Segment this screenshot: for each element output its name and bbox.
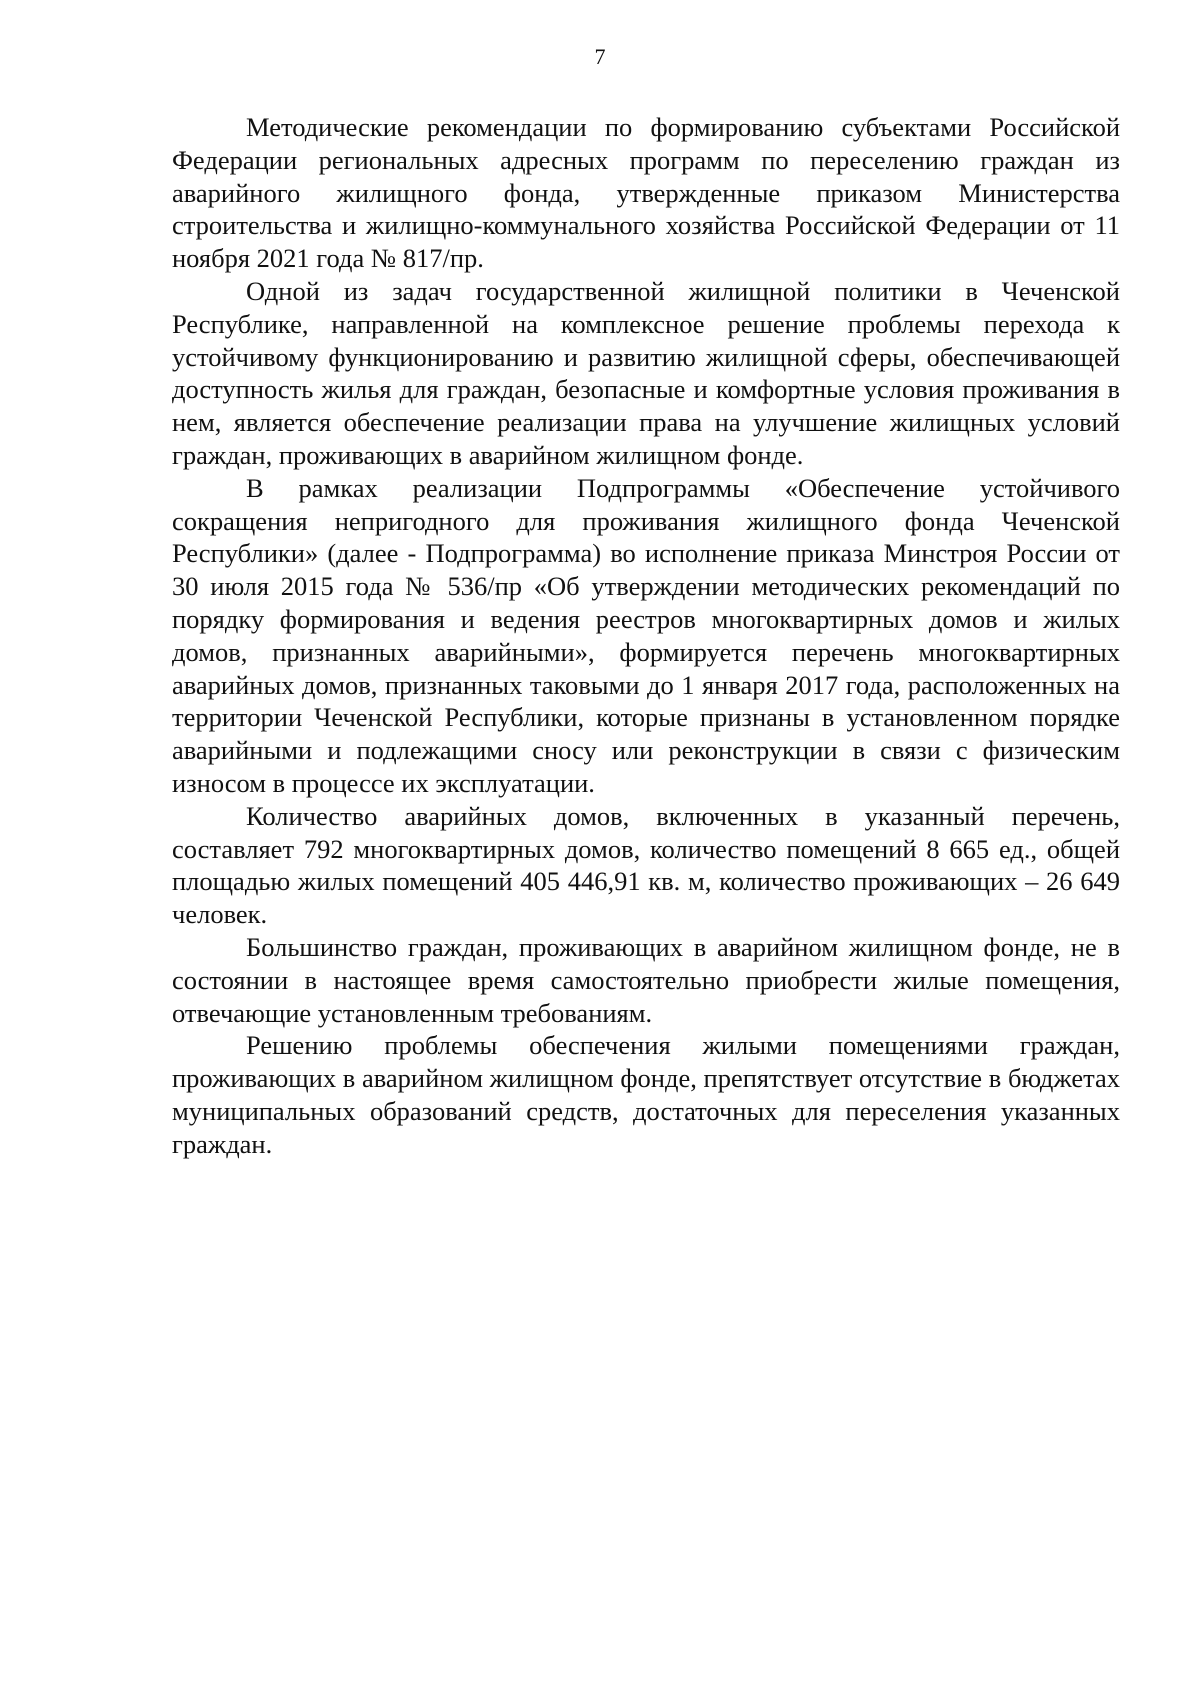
page-number: 7 xyxy=(594,44,606,69)
paragraph-budget-shortage: Решению проблемы обеспечения жилыми помещениями граждан, проживающих в аварийном жилищном фонде, препятствует отсутствие в бюджетах муниципальных образований средств, достаточных для переселения указанных граждан. xyxy=(172,1030,1120,1159)
paragraph-housing-policy-task: Одной из задач государственной жилищной политики в Чеченской Республике, направленной на комплексное решение проблемы перехода к устойчивому функционированию и развитию жилищной сферы, обеспечивающей доступность жилья для граждан, безопасные и комфортные условия проживания в нем, является обеспечение реализации права на улучшение жилищных условий граждан, проживающих в аварийном жилищном фонде. xyxy=(172,275,1120,470)
paragraph-emergency-housing-statistics: Количество аварийных домов, включенных в указанный перечень, составляет 792 многоквартирных домов, количество помещений 8 665 ед., общей площадью жилых помещений 405 446,91 кв. м, количество проживающих – 26 649 человек. xyxy=(172,800,1120,930)
document-body xyxy=(172,111,1120,1161)
paragraph-citizens-unable-to-buy: Большинство граждан, проживающих в аварийном жилищном фонде, не в состоянии в настоящее время самостоятельно приобрести жилые помещения, отвечающие установленным требованиям. xyxy=(172,931,1120,1028)
paragraph-methodical-recommendations: Методические рекомендации по формированию субъектами Российской Федерации региональных адресных программ по переселению граждан из аварийного жилищного фонда, утвержденные приказом Министерства строительства и жилищно-коммунального хозяйства Российской Федерации от 11 ноября 2021 года № 817/пр. xyxy=(172,112,1120,274)
paragraph-subprogram-framework: В рамках реализации Подпрограммы «Обеспечение устойчивого сокращения непригодного для проживания жилищного фонда Чеченской Республики» (далее - Подпрограмма) во исполнение приказа Минстроя России от 30 июля 2015 года № 536/пр «Об утверждении методических рекомендаций по порядку формирования и ведения реестров многоквартирных домов и жилых домов, признанных аварийными», формируется перечень многоквартирных аварийных домов, признанных таковыми до 1 января 2017 года, расположенных на территории Чеченской Республики, которые признаны в установленном порядке аварийными и подлежащими сносу или реконструкции в связи с физическим износом в процессе их эксплуатации. xyxy=(172,472,1120,798)
